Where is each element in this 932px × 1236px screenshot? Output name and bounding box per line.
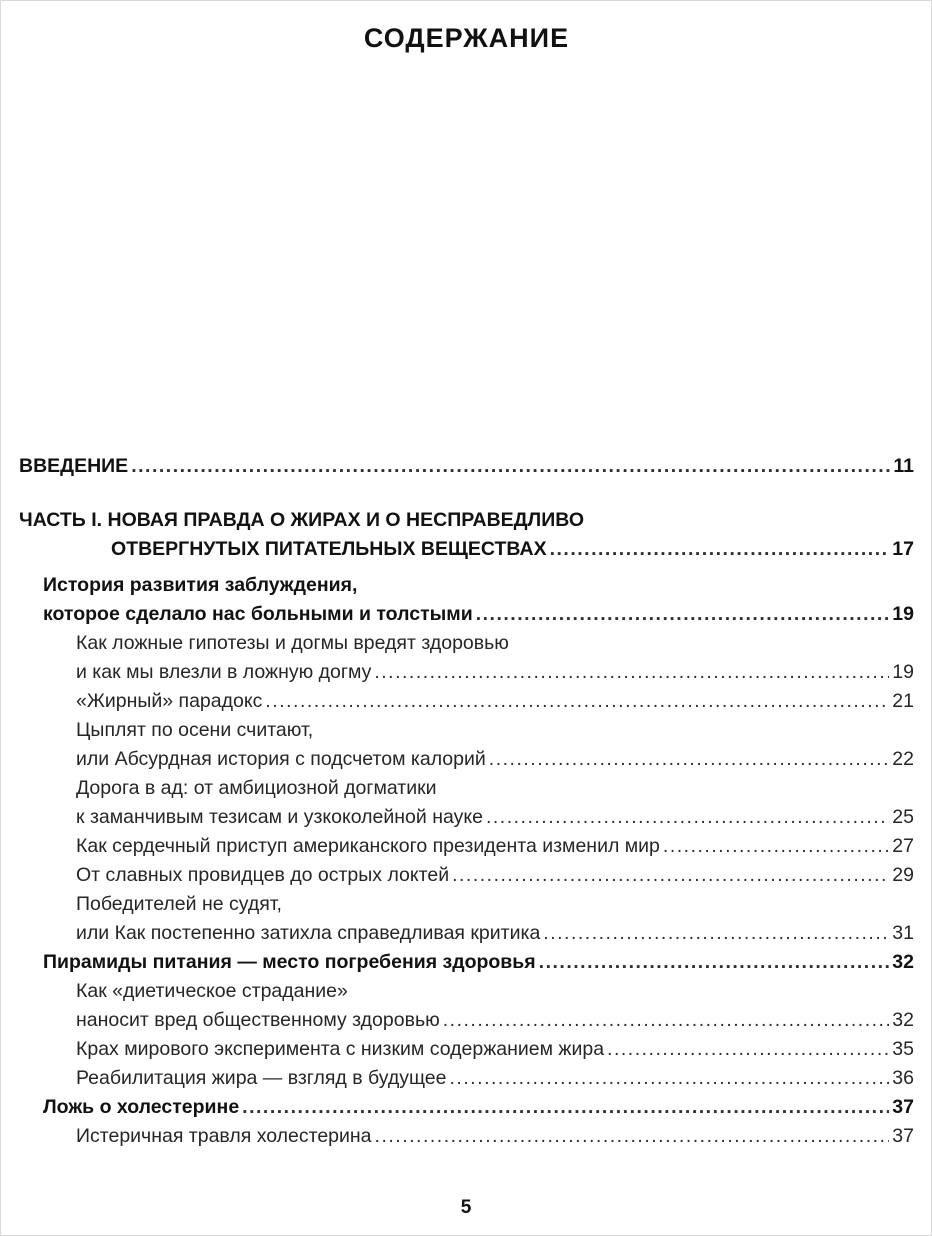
toc-entry-text: От славных провидцев до острых локтей [76, 864, 450, 886]
toc-entry-line [19, 716, 914, 745]
dot-leader [242, 1093, 889, 1122]
dot-leader [265, 687, 889, 716]
toc-entry-line [19, 832, 914, 861]
toc-entry-page: 36 [892, 1067, 914, 1089]
toc-entry-page: 21 [892, 690, 914, 712]
toc-entry-line [19, 1035, 914, 1064]
dot-leader [550, 535, 890, 564]
toc-entry-text: ЧАСТЬ I. НОВАЯ ПРАВДА О ЖИРАХ И О НЕСПРАВЕДЛИВО [19, 509, 585, 531]
toc-entry-text: ОТВЕРГНУТЫХ ПИТАТЕЛЬНЫХ ВЕЩЕСТВАХ [111, 538, 547, 560]
toc-entry-text: Пирамиды питания — место погребения здоровья [43, 951, 536, 973]
toc-entry-line [19, 687, 914, 716]
toc-entry-text: Цыплят по осени считают, [76, 719, 314, 741]
toc-entry-text: «Жирный» парадокс [76, 690, 263, 712]
toc-entry-page: 19 [892, 661, 914, 683]
toc-entry-line [19, 977, 914, 1006]
page-title: СОДЕРЖАНИЕ [363, 23, 570, 53]
toc-entry-line [19, 919, 914, 948]
toc-entry-page: 17 [892, 538, 914, 560]
toc-entry-text: История развития заблуждения, [43, 574, 358, 596]
dot-leader [607, 1035, 889, 1064]
toc-entry-line [19, 803, 914, 832]
page-number: 5 [460, 1197, 472, 1218]
dot-leader [543, 919, 889, 948]
toc-entry-page: 37 [892, 1125, 914, 1147]
dot-leader [476, 600, 890, 629]
toc-entry-text: или Как постепенно затихла справедливая критика [76, 922, 541, 944]
dot-leader [452, 861, 889, 890]
toc-entry-text: к заманчивым тезисам и узкоколейной науке [76, 806, 483, 828]
toc-entry-text: ВВЕДЕНИЕ [19, 455, 129, 477]
dot-leader [663, 832, 889, 861]
toc-entry-line [19, 571, 914, 600]
toc-entry-page: 22 [892, 748, 914, 770]
toc-entry-line [19, 948, 914, 977]
toc-entry-line [19, 1122, 914, 1151]
toc-entry-page: 37 [892, 1096, 914, 1118]
toc-entry-text: Реабилитация жира — взгляд в будущее [76, 1067, 447, 1089]
toc-entry-text: Дорога в ад: от амбициозной догматики [76, 777, 437, 799]
dot-leader [539, 948, 890, 977]
toc-entry-page: 19 [892, 603, 914, 625]
toc-entry-line [19, 506, 914, 535]
dot-leader [489, 745, 890, 774]
toc-entry-page: 29 [892, 864, 914, 886]
toc-entry-line [19, 452, 914, 481]
dot-leader [131, 452, 890, 481]
toc-entry-line [19, 745, 914, 774]
toc-entry-text: которое сделало нас больными и толстыми [43, 603, 473, 625]
dot-leader [450, 1064, 890, 1093]
toc-entry-line [19, 1093, 914, 1122]
toc-entry-page: 32 [892, 951, 914, 973]
toc-entry-text: Крах мирового эксперимента с низким содержанием жира [76, 1038, 605, 1060]
toc-entry-text: Как сердечный приступ американского президента изменил мир [76, 835, 660, 857]
toc-entry-page: 27 [892, 835, 914, 857]
toc-entry-line [19, 535, 914, 564]
dot-leader [486, 803, 889, 832]
toc-entry-page: 32 [892, 1009, 914, 1031]
toc-entry-text: Как ложные гипотезы и догмы вредят здоровью [76, 632, 509, 654]
toc-entry-text: или Абсурдная история с подсчетом калорий [76, 748, 486, 770]
toc-entry-line [19, 658, 914, 687]
toc-entry-line [19, 1006, 914, 1035]
dot-leader [374, 658, 889, 687]
toc-entry-line [19, 629, 914, 658]
toc-entry-text: Как «диетическое страдание» [76, 980, 348, 1002]
toc-entry-text: и как мы влезли в ложную догму [76, 661, 372, 683]
toc-entry-text: наносит вред общественному здоровью [76, 1009, 440, 1031]
toc-entry-page: 35 [892, 1038, 914, 1060]
toc-entry-page: 25 [892, 806, 914, 828]
dot-leader [375, 1122, 890, 1151]
toc-entry-line [19, 861, 914, 890]
toc-entry-line [19, 1064, 914, 1093]
toc-entry-line [19, 890, 914, 919]
toc-entry-text: Истеричная травля холестерина [76, 1125, 372, 1147]
toc-entry-page: 31 [892, 922, 914, 944]
toc-entry-text: Ложь о холестерине [43, 1096, 240, 1118]
toc-entry-line [19, 600, 914, 629]
toc-entry-text: Победителей не судят, [76, 893, 282, 915]
toc-entry-page: 11 [893, 455, 914, 477]
table-of-contents [19, 452, 914, 1151]
dot-leader [443, 1006, 890, 1035]
toc-entry-line [19, 774, 914, 803]
